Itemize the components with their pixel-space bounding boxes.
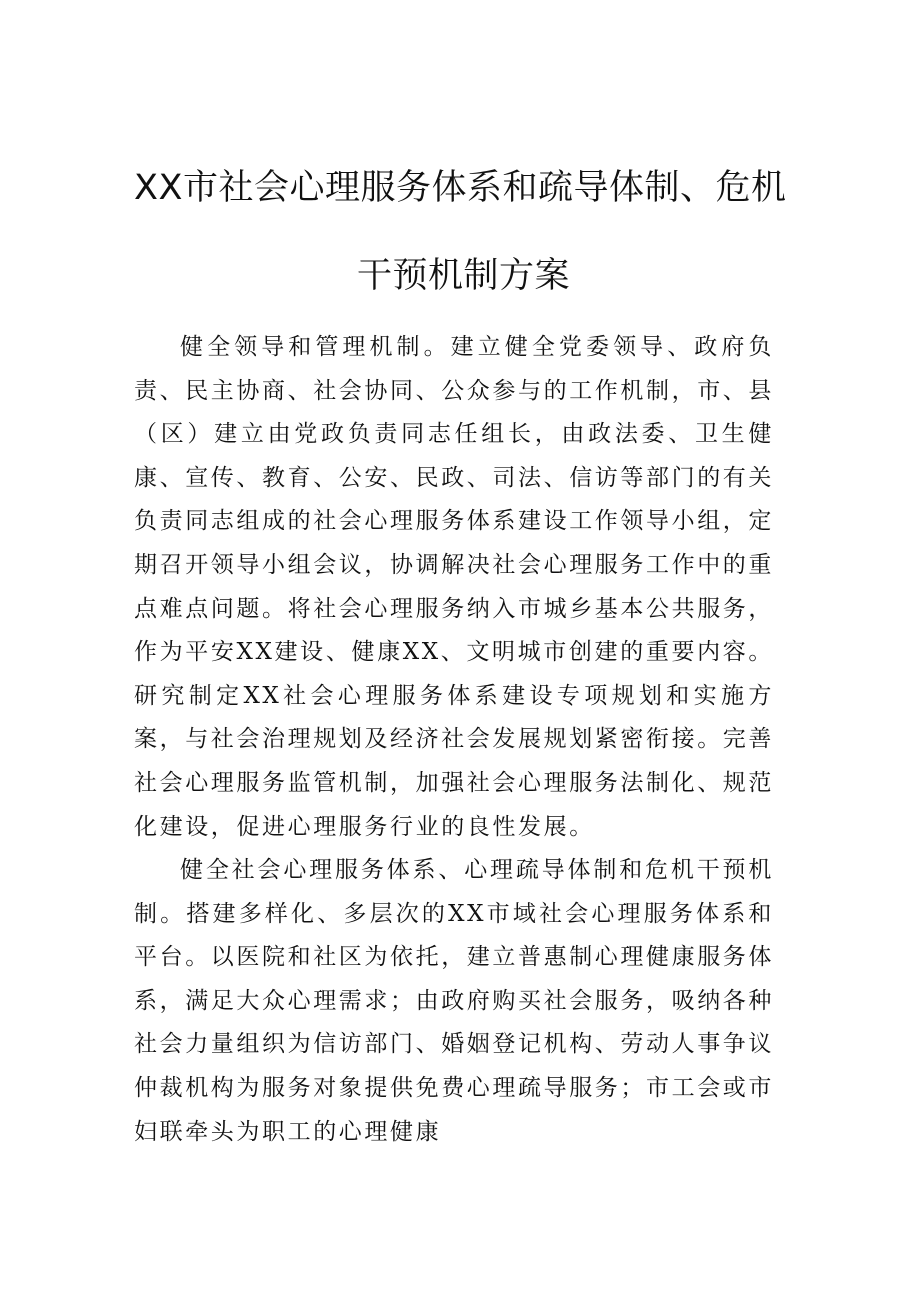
document-title-line-1: XX市社会心理服务体系和疏导体制、危机 (134, 168, 787, 208)
body-paragraph-2: 健全社会心理服务体系、心理疏导体制和危机干预机制。搭建多样化、多层次的XX市域社会心理服务体系和平台。以医院和社区为依托，建立普惠制心理健康服务体系，满足大众心理需求；由政府购买社会服务，吸纳各种社会力量组织为信访部门、婚姻登记机构、劳动人事争议仲裁机构为服务对象提供免费心理疏导服务；市工会或市妇联牵头为职工的心理健康 (134, 857, 774, 1145)
body-paragraph-1: 健全领导和管理机制。建立健全党委领导、政府负责、民主协商、社会协同、公众参与的工作机制，市、县（区）建立由党政负责同志任组长，由政法委、卫生健康、宣传、教育、公安、民政、司法、信访等部门的有关负责同志组成的社会心理服务体系建设工作领导小组，定期召开领导小组会议，协调解决社会心理服务工作中的重点难点问题。将社会心理服务纳入市城乡基本公共服务，作为平安XX建设、健康XX、文明城市创建的重要内容。研究制定XX社会心理服务体系建设专项规划和实施方案，与社会治理规划及经济社会发展规划紧密衔接。完善社会心理服务监管机制，加强社会心理服务法制化、规范化建设，促进心理服务行业的良性发展。 (134, 334, 774, 840)
document-title-line-2: 干预机制方案 (357, 256, 571, 296)
